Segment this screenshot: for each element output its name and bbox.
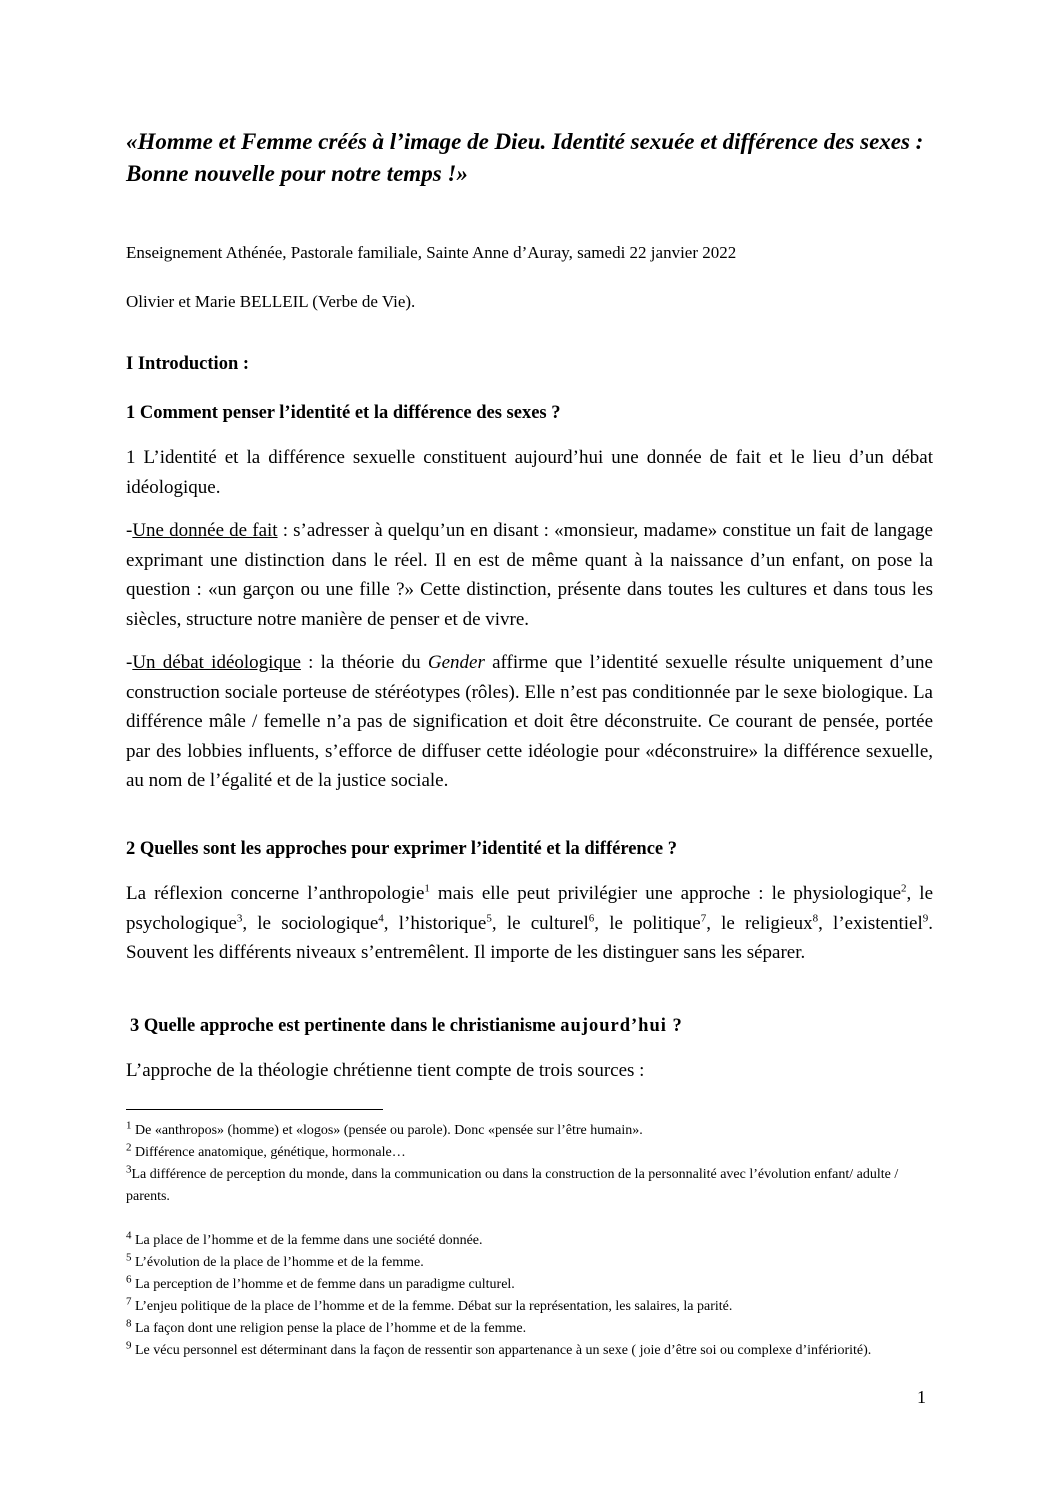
footnote-ref: 9 (922, 912, 929, 925)
footnote-text: De «anthropos» (homme) et «logos» (pensée ou parole). Donc «pensée sur l’être humain». (131, 1123, 643, 1138)
q2-text-4: , l’historique (383, 912, 487, 934)
footnote-text: Le vécu personnel est déterminant dans la façon de ressentir son appartenance à un sexe ( joie d’être soi ou complexe d’infériorité). (131, 1343, 872, 1358)
footnote-3 (126, 1164, 926, 1208)
debate-label: Un débat idéologique (132, 652, 301, 673)
footnote-separator (126, 1109, 383, 1110)
footnote-text: La place de l’homme et de la femme dans une société donnée. (131, 1233, 483, 1248)
debate-paragraph: -Un débat idéologique : la théorie du Gender affirme que l’identité sexuelle résulte uniquement d’une construction sociale porteuse de stéréotypes (rôles). Elle n’est pas conditionnée par le sexe biologique. La différence mâle / femelle n’a pas de signification et doit être déconstruite. Ce courant de pensée, portée par des lobbies influents, s’efforce de diffuser cette idéologie pour «déconstruire» la différence sexuelle, au nom de l’égalité et de la justice sociale. (126, 652, 933, 791)
footnote-mark: 9 (126, 1339, 132, 1352)
q2-text-8: , l’existentiel (818, 912, 923, 934)
footnote-5 (126, 1252, 926, 1274)
question-2-heading: 2 Quelles sont les approches pour exprimer l’identité et la différence ? (126, 839, 677, 859)
footnote-4 (126, 1230, 926, 1252)
footnote-ref: 5 (486, 912, 492, 925)
footnote-ref: 4 (378, 912, 384, 925)
footnote-text: L’enjeu politique de la place de l’homme et de la femme. Débat sur la représentation, les salaires, la parité. (131, 1299, 733, 1314)
footnote-mark: 1 (126, 1119, 132, 1132)
footnote-mark: 3 (126, 1163, 132, 1176)
gender-term: Gender (427, 652, 485, 673)
q2-text-3: , le sociologique (242, 912, 379, 934)
footnote-ref: 3 (236, 912, 243, 925)
question-1-paragraph: 1 L’identité et la différence sexuelle constituent aujourd’hui une donnée de fait et le lieu d’un débat idéologique. (126, 447, 933, 498)
footnote-mark: 2 (126, 1141, 132, 1154)
footnote-8 (126, 1318, 926, 1340)
footnote-mark: 7 (126, 1295, 132, 1308)
footnote-ref: 7 (700, 912, 707, 925)
q3-heading-main: 3 Quelle approche est pertinente dans le christianisme (130, 1016, 561, 1036)
footnote-mark: 5 (126, 1251, 132, 1264)
q2-text-1: mais elle peut privilégier une approche : le physiologique (429, 883, 902, 904)
footnote-mark: 6 (126, 1273, 132, 1286)
q2-text-6: , le politique (594, 912, 701, 934)
section-heading-introduction: I Introduction : (126, 354, 250, 374)
q2-text-7: , le religieux (706, 912, 813, 934)
footnote-ref: 1 (424, 882, 430, 895)
footnote-text: L’évolution de la place de l’homme et de la femme. (131, 1255, 424, 1270)
footnote-2 (126, 1142, 926, 1164)
footnote-mark: 8 (126, 1317, 132, 1330)
document-title: «Homme et Femme créés à l’image de Dieu. Identité sexuée et différence des sexes : Bonne nouvelle pour notre temps !» (126, 129, 924, 186)
fact-label: Une donnée de fait (132, 520, 278, 541)
q2-text-9: . Souvent les différents niveaux s’entremêlent. Il importe de les distinguer sans les séparer. (126, 912, 933, 963)
debate-text-b: affirme que l’identité sexuelle résulte uniquement d’une construction sociale porteuse de stéréotypes (rôles). Elle n’est pas conditionnée par le sexe biologique. La différence mâle / femelle n’a pas de signification et doit être déconstruite. Ce courant de pensée, portée par des lobbies influents, s’efforce de diffuser cette idéologie pour «déconstruire» la différence sexuelle, au nom de l’égalité et de la justice sociale. (126, 652, 933, 791)
debate-text-a: : la théorie du (300, 652, 428, 673)
footnote-text: La perception de l’homme et de femme dans un paradigme culturel. (131, 1277, 515, 1292)
footnote-7 (126, 1296, 926, 1318)
question-3-heading (130, 1014, 683, 1038)
footnote-text: La différence de perception du monde, dans la communication ou dans la construction de la personnalité avec l’évolution enfant/ adulte / parents. (126, 1167, 899, 1204)
authors-line: Olivier et Marie BELLEIL (Verbe de Vie). (126, 292, 416, 311)
fact-paragraph: -Une donnée de fait : s’adresser à quelqu’un en disant : «monsieur, madame» constitue un fait de langage exprimant une distinction dans le réel. Il en est de même quant à la naissance d’un enfant, on pose la question : «un garçon ou une fille ?» Cette distinction, présente dans toutes les cultures et dans tous les siècles, structure notre manière de penser et de vivre. (126, 520, 933, 630)
page-number: 1 (917, 1387, 926, 1407)
q2-text-2: , le psychologique (126, 883, 934, 934)
footnote-ref: 8 (812, 912, 819, 925)
footnote-6 (126, 1274, 926, 1296)
footnote-text: Différence anatomique, génétique, hormonale… (131, 1145, 406, 1160)
footnote-1 (126, 1120, 926, 1142)
footnote-ref: 6 (588, 912, 595, 925)
q2-text-0: La réflexion concerne l’anthropologie (126, 883, 425, 904)
q2-text-5: , le culturel (491, 912, 589, 934)
question-2-paragraph (126, 879, 933, 968)
footnote-text: La façon dont une religion pense la place de l’homme et de la femme. (131, 1321, 527, 1336)
event-line: Enseignement Athénée, Pastorale familiale, Sainte Anne d’Auray, samedi 22 janvier 2022 (126, 243, 737, 262)
question-1-heading: 1 Comment penser l’identité et la différence des sexes ? (126, 403, 561, 423)
fact-text: : s’adresser à quelqu’un en disant : «monsieur, madame» constitue un fait de langage exprimant une distinction dans le réel. Il en est de même quant à la naissance d’un enfant, on pose la question : «un garçon ou une fille ?» Cette distinction, présente dans toutes les cultures et dans tous les siècles, structure notre manière de penser et de vivre. (126, 520, 933, 630)
footnote-ref: 2 (901, 882, 907, 895)
question-3-paragraph: L’approche de la théologie chrétienne tient compte de trois sources : (126, 1060, 645, 1081)
footnote-9 (126, 1340, 926, 1362)
footnote-mark: 4 (126, 1229, 132, 1242)
q3-heading-end: aujourd’hui ? (560, 1016, 683, 1036)
